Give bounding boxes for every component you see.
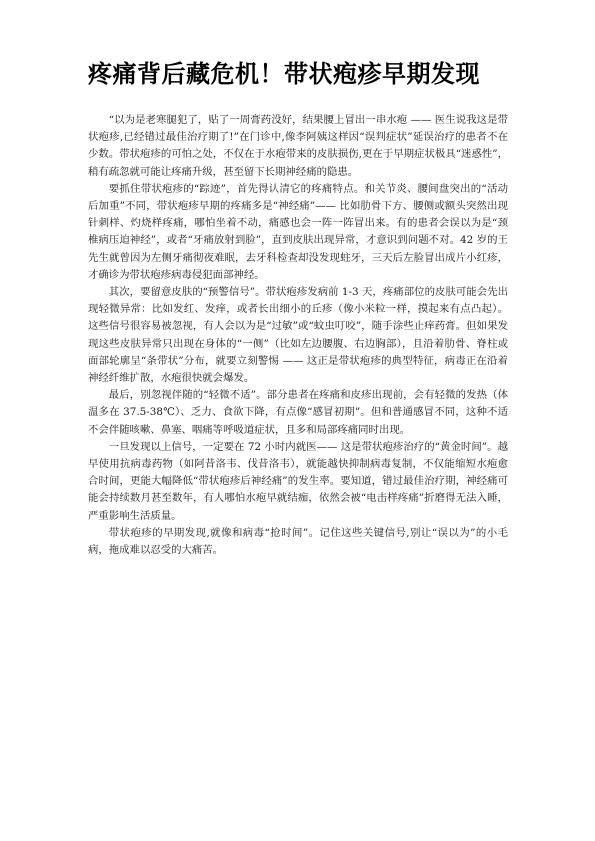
paragraph-conclusion: 带状疱疹的早期发现,就像和病毒“抢时间”。记住这些关键信号,别让“误以为”的小毛病，拖成难以忍受的大痛苦。 — [88, 526, 508, 557]
paragraph-skin-signals: 其次，要留意皮肤的“预警信号”。带状疱疹发病前 1-3 天，疼痛部位的皮肤可能会先出现轻微异常：比如发红、发痒，或者长出细小的丘疹（像小米粒一样，摸起来有点凸起）。这些信号很容易被忽视，有人会以为是“过敏”或“蚊虫叮咬”，随手涂些止痒药膏。但如果发现这些皮肤异常只出现在身体的“一侧”（比如左边腰腹、右边胸部），且沿着肋骨、脊柱或面部轮廓呈“条带状”分布，就要立刻警惕 —— 这正是带状疱疹的典型特征，病毒正在沿着神经纤维扩散，水疱很快就会爆发。 — [88, 286, 508, 385]
article-body — [88, 112, 508, 559]
paragraph-pain-features: 要抓住带状疱疹的“踪迹”，首先得认清它的疼痛特点。和关节炎、腰间盘突出的“活动后加重”不同，带状疱疹早期的疼痛多是“神经痛”—— 比如肋骨下方、腰侧或额头突然出现针刺样、灼烧样疼痛，哪怕坐着不动，痛感也会一阵一阵冒出来。有的患者会误以为是“颈椎病压迫神经”，或者“牙痛放射到脸”，直到皮肤出现异常，才意识到问题不对。42 岁的王先生就曾因为左侧牙痛彻夜难眠，去牙科检查却没发现蛀牙，三天后左脸冒出成片小红疹，才确诊为带状疱疹病毒侵犯面部神经。 — [88, 182, 508, 281]
paragraph-intro: “以为是老寒腿犯了，贴了一周膏药没好，结果腰上冒出一串水疱 —— 医生说我这是带状疱疹,已经错过最佳治疗期了!”在门诊中,像李阿姨这样因“误判症状”延误治疗的患者不在少数。带状疱疹的可怕之处，不仅在于水疱带来的皮肤损伤,更在于早期症状极具“迷惑性”，稍有疏忽就可能让疼痛升级，甚至留下长期神经痛的隐患。 — [88, 114, 508, 178]
article-title: 疼痛背后藏危机！带状疱疹早期发现 — [88, 60, 480, 88]
paragraph-treatment: 一旦发现以上信号，一定要在 72 小时内就医—— 这是带状疱疹治疗的“黄金时间”。越早使用抗病毒药物（如阿昔洛韦、伐昔洛韦），就能越快抑制病毒复制，不仅能缩短水疱愈合时间，更能大幅降低“带状疱疹后神经痛”的发生率。要知道，错过最佳治疗期，神经痛可能会持续数月甚至数年，有人哪怕水疱早就结痂，依然会被“电击样疼痛”折磨得无法入睡，严重影响生活质量。 — [88, 440, 508, 522]
article — [88, 58, 508, 559]
paragraph-mild-symptoms: 最后，别忽视伴随的“轻微不适”。部分患者在疼痛和皮疹出现前，会有轻微的发热（体温多在 37.5-38℃）、乏力、食欲下降，有点像“感冒初期”。但和普通感冒不同，这种不适不会伴随咳嗽、鼻塞、咽痛等呼吸道症状，且多和局部疼痛同时出现。 — [88, 389, 508, 436]
